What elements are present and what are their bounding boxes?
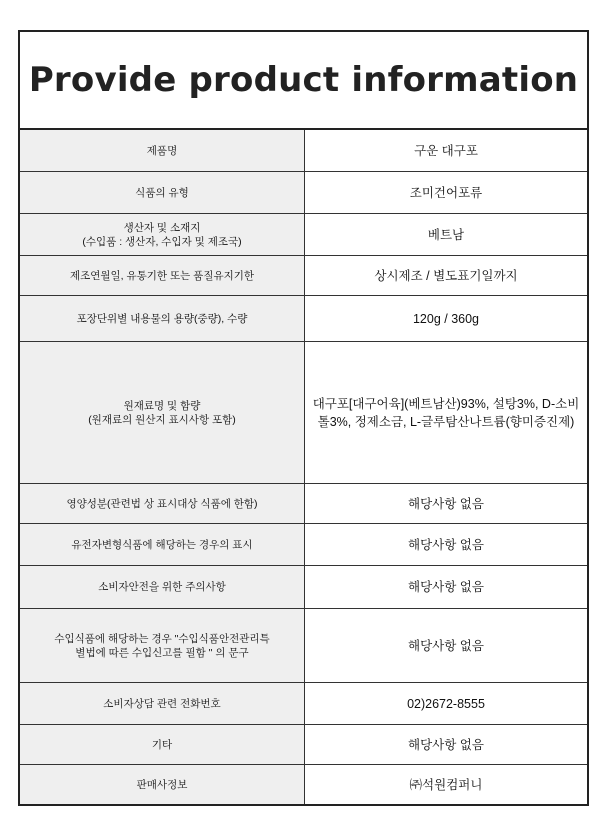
row-value: 해당사항 없음 bbox=[408, 737, 484, 752]
row-value: 02)2672-8555 bbox=[407, 696, 485, 711]
row-capacity bbox=[20, 296, 587, 342]
page-title: Provide product information bbox=[20, 32, 587, 130]
row-etc bbox=[20, 725, 587, 765]
row-phone bbox=[20, 683, 587, 725]
row-value: 베트남 bbox=[427, 227, 465, 242]
row-nutrition bbox=[20, 484, 587, 524]
row-producer bbox=[20, 214, 587, 256]
row-expiry bbox=[20, 256, 587, 296]
row-label: 소비자안전을 위한 주의사항 bbox=[20, 566, 305, 608]
row-value: ㈜석원컴퍼니 bbox=[409, 777, 483, 792]
row-label: 유전자변형식품에 해당하는 경우의 표시 bbox=[20, 524, 305, 565]
row-label: 포장단위별 내용물의 용량(중량), 수량 bbox=[20, 296, 305, 341]
row-value: 해당사항 없음 bbox=[408, 580, 484, 594]
row-value: 구운 대구포 bbox=[414, 143, 478, 158]
row-product-name bbox=[20, 130, 587, 172]
row-label: 판매사정보 bbox=[20, 765, 305, 804]
row-value: 상시제조 / 별도표기일까지 bbox=[374, 268, 518, 283]
row-value: 조미건어포류 bbox=[409, 185, 483, 200]
product-info-table bbox=[18, 30, 589, 806]
row-label: 원재료명 및 함량 (원재료의 원산지 표시사항 포함) bbox=[20, 342, 305, 483]
row-label: 제품명 bbox=[20, 130, 305, 171]
row-label: 수입식품에 해당하는 경우 "수입식품안전관리특 별법에 따른 수입신고를 필함 " 의 문구 bbox=[20, 609, 305, 682]
row-value: 해당사항 없음 bbox=[408, 496, 484, 511]
row-value: 120g / 360g bbox=[412, 311, 480, 326]
row-safety bbox=[20, 566, 587, 609]
row-label: 식품의 유형 bbox=[20, 172, 305, 213]
row-label: 생산자 및 소재지 (수입품 : 생산자, 수입자 및 제조국) bbox=[20, 214, 305, 255]
row-label: 제조연월일, 유통기한 또는 품질유지기한 bbox=[20, 256, 305, 295]
row-seller bbox=[20, 765, 587, 804]
row-label: 영양성분(관련법 상 표시대상 식품에 한함) bbox=[20, 484, 305, 523]
row-import-notice bbox=[20, 609, 587, 683]
row-ingredients bbox=[20, 342, 587, 484]
row-food-type bbox=[20, 172, 587, 214]
row-value: 해당사항 없음 bbox=[408, 537, 484, 552]
row-value: 해당사항 없음 bbox=[408, 638, 484, 653]
row-label: 소비자상담 관련 전화번호 bbox=[20, 683, 305, 724]
row-gmo bbox=[20, 524, 587, 566]
row-label: 기타 bbox=[20, 725, 305, 764]
row-value: 대구포[대구어육](베트남산)93%, 설탕3%, D-소비 톨3%, 정제소금, L-글루탐산나트륨(향미증진제) bbox=[312, 396, 580, 429]
